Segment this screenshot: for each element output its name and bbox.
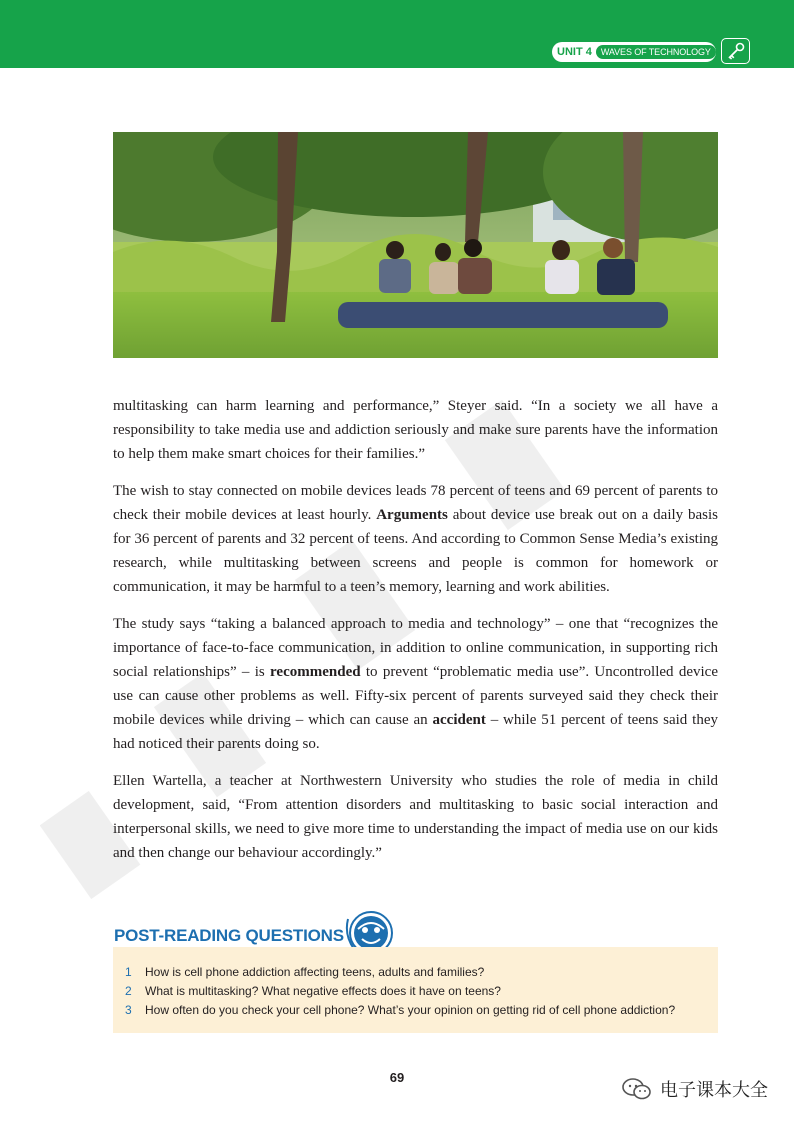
question-list — [113, 947, 718, 1022]
wechat-icon — [622, 1077, 652, 1101]
article-paragraph — [113, 479, 718, 599]
brand-text: 电子课本大全 — [660, 1080, 768, 1101]
article-paragraph — [113, 394, 718, 466]
unit-label: UNIT 4 — [557, 46, 592, 58]
text-run: about device use break out on a daily basis for 36 percent of parents and 32 percent of teens. And according to Common Sense Media’s existing research, while multitasking between screens and people is common for homework or communication, it may be harmful to a teen’s memory, learning and work abilities. — [113, 507, 718, 595]
text-run: The wish to stay connected on mobile devices leads 78 percent of teens and 69 percent of parents to check their mobile devices at least hourly. — [113, 483, 718, 523]
question-number: 2 — [125, 984, 132, 998]
page-number: 69 — [389, 1070, 405, 1085]
vocabulary-word: recommended — [270, 664, 361, 680]
vocabulary-word: accident — [432, 712, 486, 728]
vocabulary-word: Arguments — [376, 507, 448, 523]
header-bar — [0, 0, 794, 68]
text-run: multitasking can harm learning and performance,” Steyer said. “In a society we all have a responsibility to take media use and addiction seriously and make sure parents have the information to help them make smart choices for their families.” — [113, 398, 718, 462]
text-run: – while 51 percent of teens said they had noticed their parents doing so. — [113, 712, 718, 752]
article-paragraph — [113, 769, 718, 865]
key-icon — [721, 38, 750, 64]
text-run: The study says “taking a balanced approach to media and technology” – one that “recognizes the importance of face-to-face communication, in addition to online communication, in supporting rich social relationships” – is — [113, 616, 718, 680]
question-text: What is multitasking? What negative effects does it have on teens? — [145, 984, 501, 998]
question-text: How often do you check your cell phone? What’s your opinion on getting rid of cell phone addiction? — [145, 1003, 676, 1017]
unit-badge — [552, 42, 716, 62]
post-reading-box — [113, 947, 718, 1033]
question-text: How is cell phone addiction affecting teens, adults and families? — [145, 965, 485, 979]
question-number: 1 — [125, 965, 132, 979]
question-item — [125, 965, 718, 984]
photo-students-on-grass — [113, 132, 718, 358]
question-item — [125, 1003, 718, 1022]
brand-watermark — [622, 1076, 768, 1102]
unit-title: WAVES OF TECHNOLOGY — [596, 45, 716, 59]
question-number: 3 — [125, 1003, 132, 1017]
article-paragraph — [113, 612, 718, 756]
question-item — [125, 984, 718, 1003]
text-run: Ellen Wartella, a teacher at Northwestern University who studies the role of media in child development, said, “From attention disorders and multitasking to basic social interaction and interpersonal skills, we need to give more time to understanding the impact of media use on our kids and then change our behaviour accordingly.” — [113, 773, 718, 861]
text-run: to prevent “problematic media use”. Uncontrolled device use can cause other problems as well. Fifty-six percent of parents surveyed said they check their mobile devices while driving – which can cause an — [113, 664, 718, 728]
article-text — [113, 394, 718, 878]
post-reading-title: POST-READING QUESTIONS — [114, 926, 344, 945]
